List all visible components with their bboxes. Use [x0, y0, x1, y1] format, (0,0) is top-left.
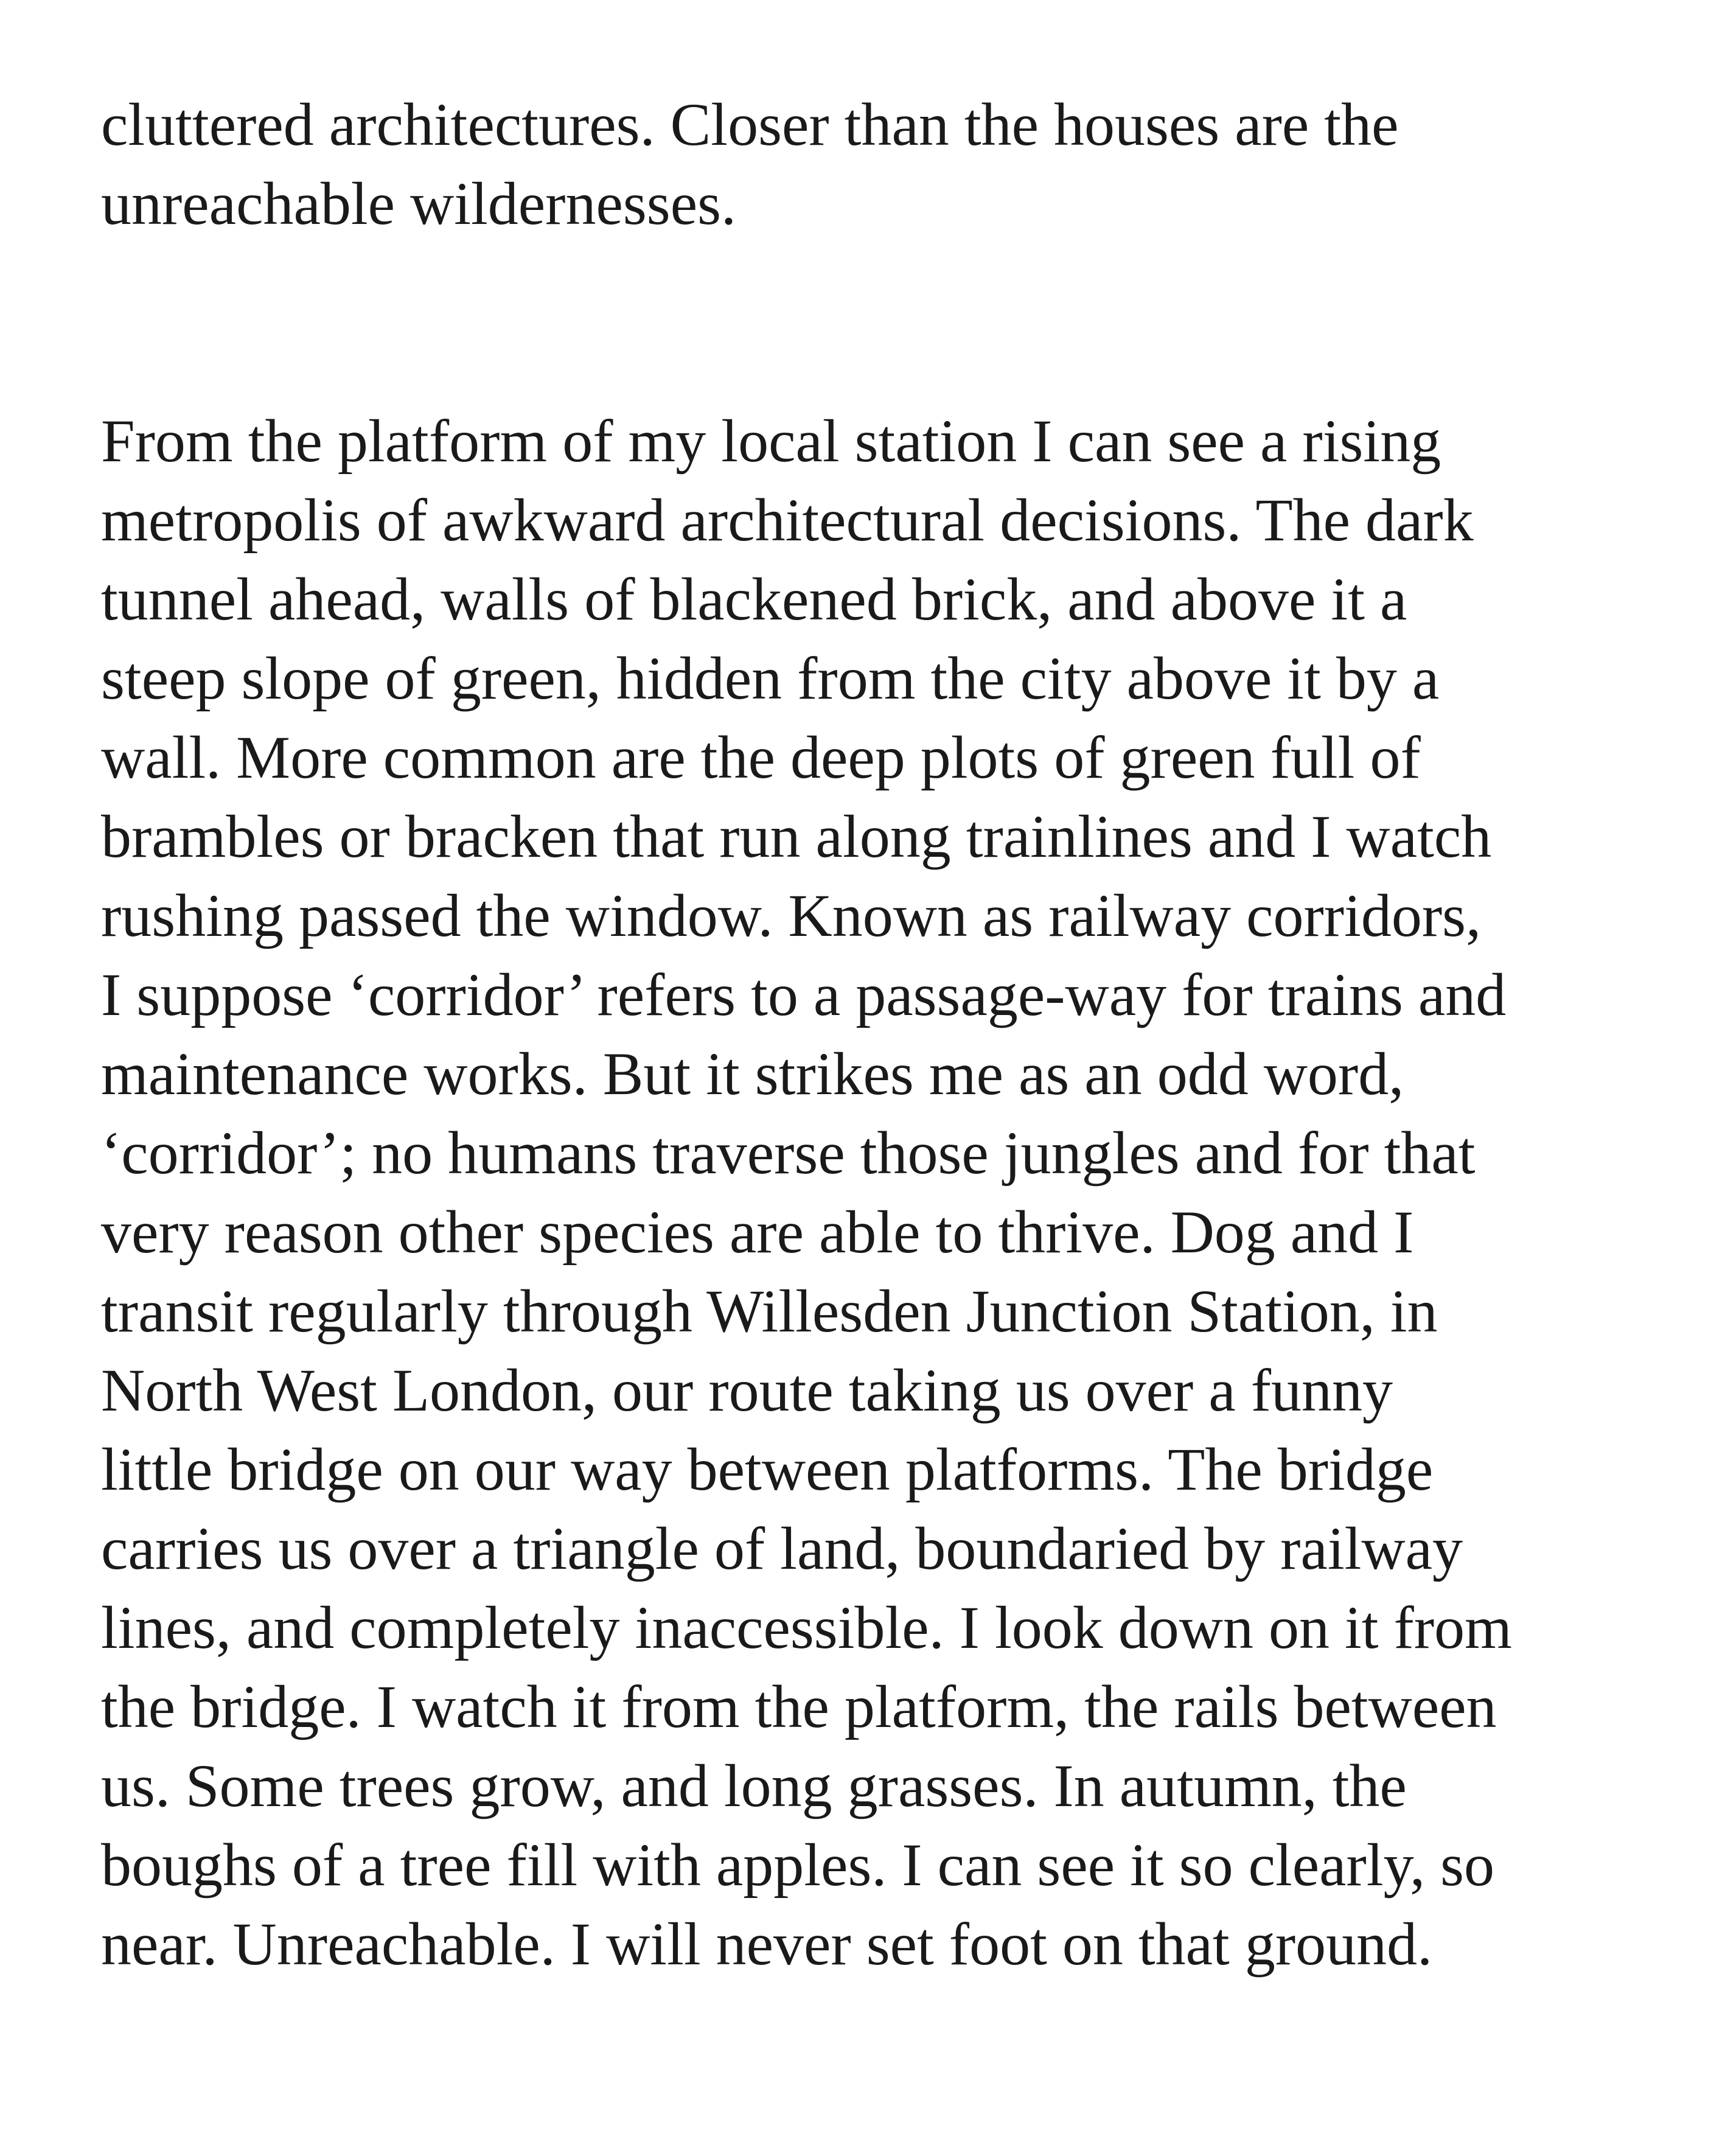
text-line: steep slope of green, hidden from the city above it by a [101, 644, 1440, 712]
paragraph-spacer [101, 243, 1659, 402]
text-line: very reason other species are able to thrive. Dog and I [101, 1198, 1414, 1266]
text-line: carries us over a triangle of land, boundaried by railway [101, 1515, 1463, 1582]
text-line: unreachable wildernesses. [101, 170, 736, 237]
text-line: the bridge. I watch it from the platform, the rails between [101, 1673, 1497, 1740]
text-line: wall. More common are the deep plots of green full of [101, 724, 1421, 791]
text-line: little bridge on our way between platforms. The bridge [101, 1436, 1434, 1503]
text-line: lines, and completely inaccessible. I look down on it from [101, 1594, 1512, 1661]
text-line: cluttered architectures. Closer than the houses are the [101, 91, 1399, 158]
text-line: North West London, our route taking us over a funny [101, 1356, 1393, 1424]
paragraph-2 [101, 402, 1659, 1984]
text-line: tunnel ahead, walls of blackened brick, and above it a [101, 565, 1407, 633]
text-line: rushing passed the window. Known as railway corridors, [101, 882, 1482, 949]
text-line: us. Some trees grow, and long grasses. In autumn, the [101, 1752, 1407, 1819]
text-line: brambles or bracken that run along trainlines and I watch [101, 803, 1492, 870]
text-line: boughs of a tree fill with apples. I can see it so clearly, so [101, 1831, 1495, 1899]
document-page [101, 85, 1659, 1984]
text-line: metropolis of awkward architectural decisions. The dark [101, 486, 1474, 554]
text-line: near. Unreachable. I will never set foot on that ground. [101, 1910, 1433, 1978]
text-line: I suppose ‘corridor’ refers to a passage-way for trains and [101, 961, 1507, 1028]
text-line: maintenance works. But it strikes me as an odd word, [101, 1040, 1404, 1108]
paragraph-1 [101, 85, 1659, 243]
text-line: From the platform of my local station I can see a rising [101, 407, 1441, 475]
text-line: transit regularly through Willesden Junction Station, in [101, 1277, 1438, 1345]
text-line: ‘corridor’; no humans traverse those jungles and for that [101, 1119, 1476, 1187]
